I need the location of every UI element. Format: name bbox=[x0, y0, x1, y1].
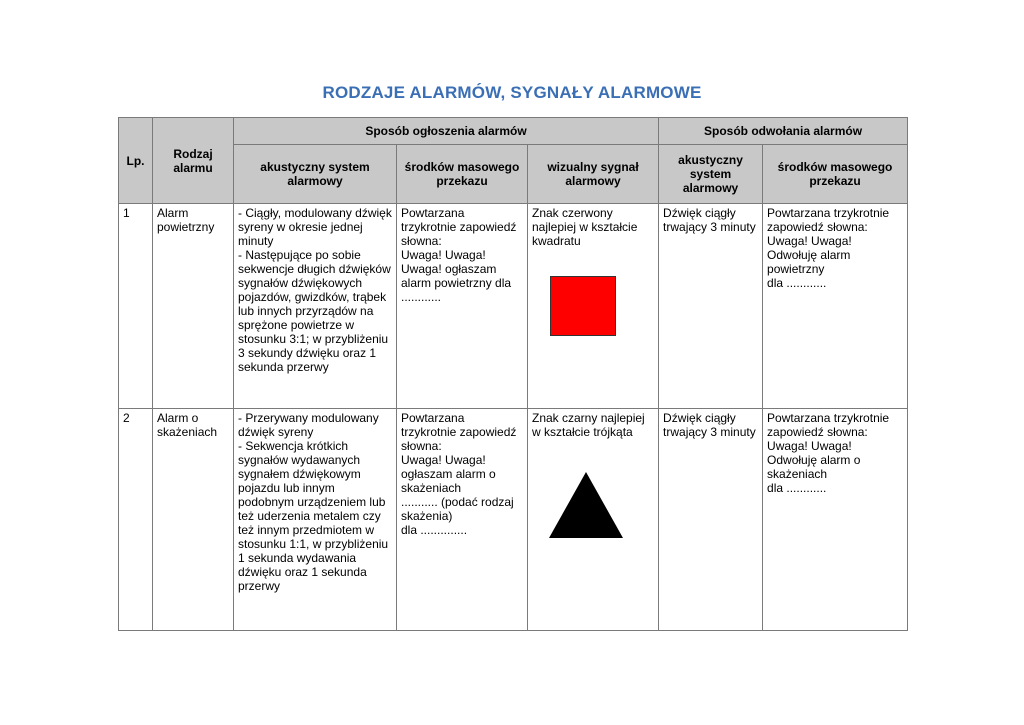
cell-odw-srodki: Powtarzana trzykrotnie zapowiedź słowna: Uwaga! Uwaga! Odwołuję alarm powietrzny dla ............ bbox=[763, 204, 908, 409]
cell-wizualny bbox=[528, 409, 659, 631]
header-wizualny: wizualny sygnał alarmowy bbox=[528, 145, 659, 204]
header-rodzaj: Rodzaj alarmu bbox=[153, 118, 234, 204]
cell-wizualny bbox=[528, 204, 659, 409]
header-odw-srodki: środków masowego przekazu bbox=[763, 145, 908, 204]
header-ogloszenie: Sposób ogłoszenia alarmów bbox=[234, 118, 659, 145]
cell-akustyczny: - Ciągły, modulowany dźwięk syreny w okresie jednej minuty - Następujące po sobie sekwencje długich dźwięków sygnałów dźwiękowych pojazdów, gwizdków, trąbek lub innych przyrządów na sprężone powietrze w stosunku 3:1; w przybliżeniu 3 sekundy dźwięku oraz 1 sekunda przerwy bbox=[234, 204, 397, 409]
cell-lp: 2 bbox=[119, 409, 153, 631]
header-akustyczny: akustyczny system alarmowy bbox=[234, 145, 397, 204]
cell-lp: 1 bbox=[119, 204, 153, 409]
header-row-top bbox=[119, 118, 908, 145]
cell-odw-akustyczny: Dźwięk ciągły trwający 3 minuty bbox=[659, 204, 763, 409]
cell-srodki: Powtarzana trzykrotnie zapowiedź słowna: Uwaga! Uwaga! ogłaszam alarm o skażeniach ........... (podać rodzaj skażenia) dla .............. bbox=[397, 409, 528, 631]
page-title: RODZAJE ALARMÓW, SYGNAŁY ALARMOWE bbox=[322, 83, 702, 102]
red-square-icon bbox=[550, 276, 616, 336]
header-odw-akustyczny: akustyczny system alarmowy bbox=[659, 145, 763, 204]
cell-wizualny-text: Znak czarny najlepiej w kształcie trójkąta bbox=[532, 411, 645, 439]
cell-odw-akustyczny: Dźwięk ciągły trwający 3 minuty bbox=[659, 409, 763, 631]
black-triangle-icon bbox=[548, 471, 624, 539]
alarms-table bbox=[118, 117, 908, 631]
cell-rodzaj: Alarm powietrzny bbox=[153, 204, 234, 409]
header-lp: Lp. bbox=[119, 118, 153, 204]
header-odwolanie: Sposób odwołania alarmów bbox=[659, 118, 908, 145]
header-row-sub bbox=[119, 145, 908, 204]
table-row bbox=[119, 204, 908, 409]
table-row bbox=[119, 409, 908, 631]
cell-akustyczny: - Przerywany modulowany dźwięk syreny - Sekwencja krótkich sygnałów wydawanych sygnałem dźwiękowym pojazdu lub innym podobnym urządzeniem lub też uderzenia metalem czy też innym przedmiotem w stosunku 1:1, w przybliżeniu 1 sekunda wydawania dźwięku oraz 1 sekunda przerwy bbox=[234, 409, 397, 631]
cell-odw-srodki: Powtarzana trzykrotnie zapowiedź słowna: Uwaga! Uwaga! Odwołuję alarm o skażeniach dla ............ bbox=[763, 409, 908, 631]
cell-wizualny-text: Znak czerwony najlepiej w kształcie kwadratu bbox=[532, 206, 638, 248]
cell-rodzaj: Alarm o skażeniach bbox=[153, 409, 234, 631]
cell-srodki: Powtarzana trzykrotnie zapowiedź słowna: Uwaga! Uwaga! Uwaga! ogłaszam alarm powietrzny dla ............ bbox=[397, 204, 528, 409]
header-srodki: środków masowego przekazu bbox=[397, 145, 528, 204]
